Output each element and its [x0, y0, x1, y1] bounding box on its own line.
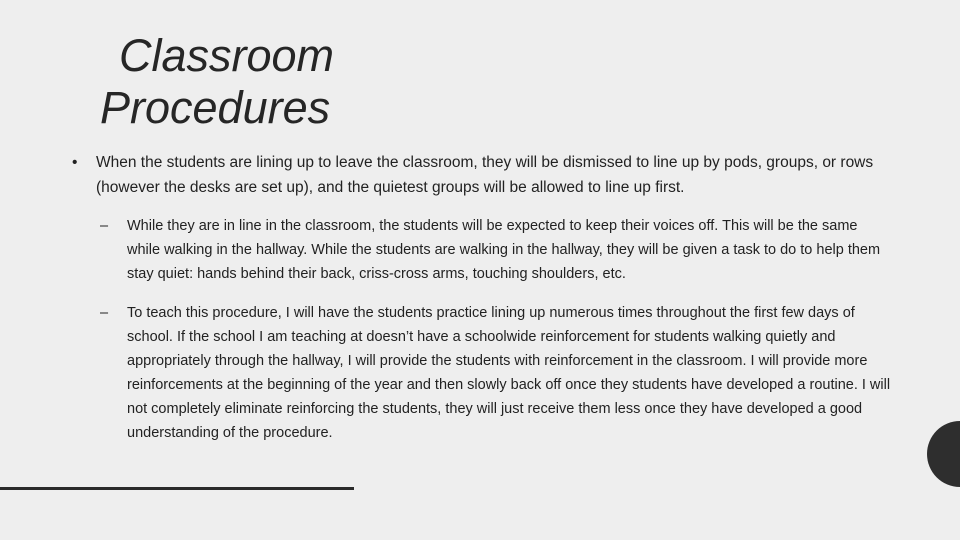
title-line-2: Procedures: [100, 82, 331, 133]
sub-bullet-text: While they are in line in the classroom, the students will be expected to keep their voices off. This will be the same while walking in the hallway. While the students are walking in the hallway, they will be given a task to do to help them stay quiet: hands behind their back, criss-cross arms, touching shoulders, etc.: [127, 218, 881, 282]
main-bullet-text: When the students are lining up to leave the classroom, they will be dismissed to line up by pods, groups, or rows (however the desks are set up), and the quietest groups will be allowed to line up first.: [96, 154, 874, 196]
main-bullet: [72, 150, 894, 200]
bullet-marker: •: [72, 154, 78, 171]
slide-title: [100, 30, 500, 134]
dash-marker: –: [100, 304, 109, 321]
dash-marker: –: [100, 218, 109, 234]
title-line-1: Classroom: [119, 30, 335, 81]
sub-bullet-text: To teach this procedure, I will have the students practice lining up numerous times throughout the first few days of school. If the school I am teaching at doesn’t have a schoolwide reinforcement for students walking quietly and appropriately through the hallway, I will provide the students with reinforcement in the classroom. I will provide more reinforcements at the beginning of the year and then slowly back off once they students have developed a routine. I will not completely eliminate reinforcing the students, they will just receive them less once they have developed a good understanding of the procedure.: [127, 304, 891, 441]
slide-body: [72, 150, 894, 459]
decorative-circle: [927, 421, 960, 487]
sub-bullet: [100, 214, 894, 286]
decorative-line: [0, 487, 354, 490]
sub-bullet: [100, 301, 894, 445]
